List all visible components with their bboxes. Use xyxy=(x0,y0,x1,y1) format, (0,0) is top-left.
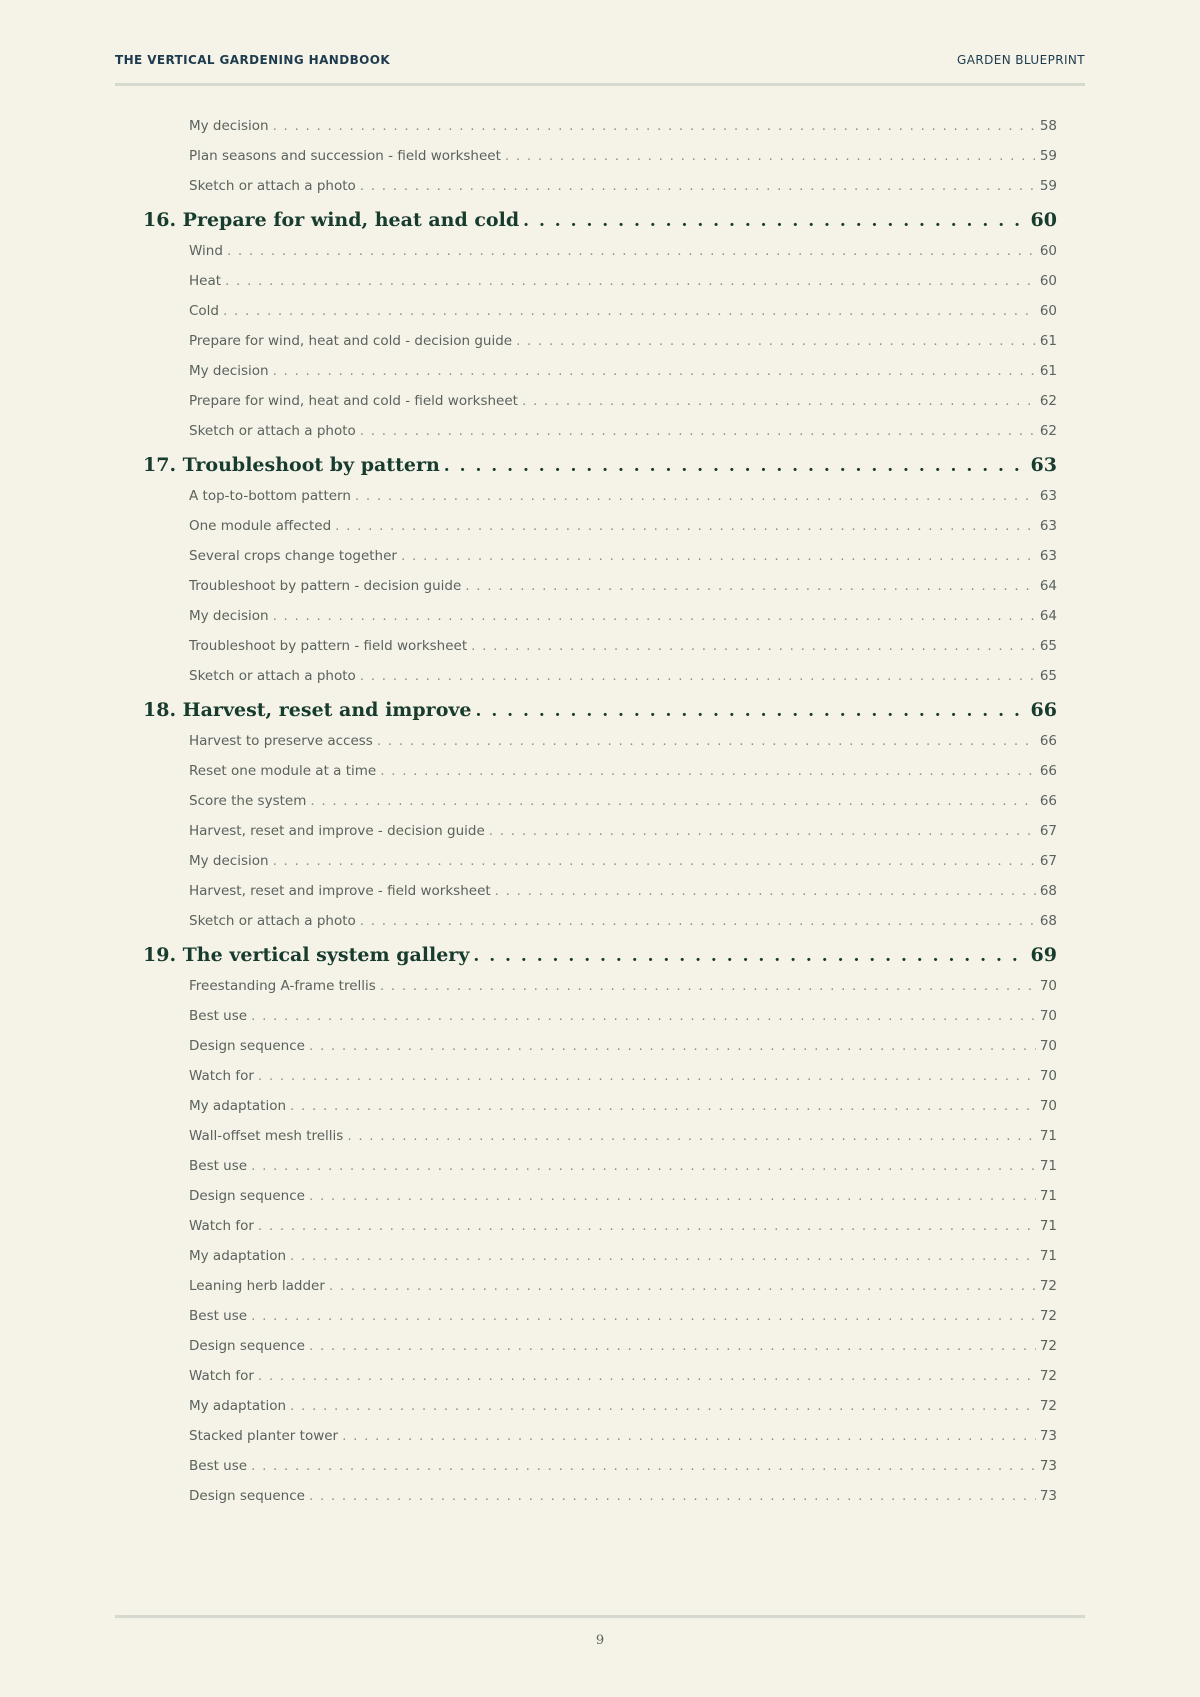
dot-leader xyxy=(505,148,1036,164)
toc-entry-title: Prepare for wind, heat and cold - field worksheet xyxy=(189,393,518,409)
toc-chapter-entry[interactable] xyxy=(143,944,1057,970)
toc-entry[interactable] xyxy=(189,1098,1057,1118)
dot-leader xyxy=(360,178,1036,194)
toc-entry-page-number: 63 xyxy=(1039,518,1057,534)
toc-chapter-title: 18. Harvest, reset and improve xyxy=(143,699,472,721)
toc-entry-title: Sketch or attach a photo xyxy=(189,178,356,194)
toc-entry[interactable] xyxy=(189,118,1057,138)
dot-leader xyxy=(342,1428,1036,1444)
toc-chapter-entry[interactable] xyxy=(143,209,1057,235)
toc-entry-page-number: 62 xyxy=(1039,393,1057,409)
toc-entry-page-number: 71 xyxy=(1039,1128,1057,1144)
toc-entry-title: Leaning herb ladder xyxy=(189,1278,325,1294)
toc-entry-title: Sketch or attach a photo xyxy=(189,423,356,439)
toc-entry-page-number: 60 xyxy=(1039,243,1057,259)
dot-leader xyxy=(227,243,1036,259)
toc-entry[interactable] xyxy=(189,1008,1057,1028)
toc-entry[interactable] xyxy=(189,303,1057,323)
toc-entry[interactable] xyxy=(189,1158,1057,1178)
toc-entry-title: Stacked planter tower xyxy=(189,1428,339,1444)
dot-leader xyxy=(309,1188,1036,1204)
dot-leader xyxy=(290,1098,1036,1114)
toc-entry-page-number: 70 xyxy=(1039,1008,1057,1024)
toc-entry-title: A top-to-bottom pattern xyxy=(189,488,351,504)
toc-entry[interactable] xyxy=(189,1338,1057,1358)
dot-leader xyxy=(310,793,1035,809)
toc-entry[interactable] xyxy=(189,1308,1057,1328)
toc-entry[interactable] xyxy=(189,1188,1057,1208)
toc-entry[interactable] xyxy=(189,243,1057,263)
toc-entry[interactable] xyxy=(189,1218,1057,1238)
toc-entry[interactable] xyxy=(189,668,1057,688)
toc-entry-page-number: 71 xyxy=(1039,1188,1057,1204)
toc-entry-page-number: 66 xyxy=(1039,763,1057,779)
dot-leader xyxy=(273,608,1036,624)
dot-leader xyxy=(251,1308,1036,1324)
dot-leader xyxy=(347,1128,1035,1144)
toc-entry-title: My decision xyxy=(189,118,269,134)
dot-leader xyxy=(471,638,1036,654)
toc-entry-title: Score the system xyxy=(189,793,307,809)
toc-entry-page-number: 59 xyxy=(1039,148,1057,164)
toc-entry-page-number: 72 xyxy=(1039,1308,1057,1324)
toc-entry-page-number: 64 xyxy=(1039,608,1057,624)
toc-entry-title: My adaptation xyxy=(189,1398,287,1414)
toc-entry[interactable] xyxy=(189,333,1057,353)
dot-leader xyxy=(380,763,1036,779)
dot-leader xyxy=(309,1338,1036,1354)
toc-entry-title: Sketch or attach a photo xyxy=(189,668,356,684)
toc-entry-page-number: 67 xyxy=(1039,823,1057,839)
toc-entry[interactable] xyxy=(189,763,1057,783)
toc-entry-title: Troubleshoot by pattern - field worksheet xyxy=(189,638,468,654)
footer-rule xyxy=(115,1615,1085,1618)
dot-leader xyxy=(273,363,1036,379)
toc-entry[interactable] xyxy=(189,608,1057,628)
dot-leader xyxy=(290,1398,1036,1414)
toc-entry-title: Sketch or attach a photo xyxy=(189,913,356,929)
book-title: THE VERTICAL GARDENING HANDBOOK xyxy=(115,53,391,67)
dot-leader xyxy=(258,1218,1036,1234)
toc-chapter-title: 17. Troubleshoot by pattern xyxy=(143,454,440,476)
toc-entry-title: Best use xyxy=(189,1008,248,1024)
toc-entry-title: Watch for xyxy=(189,1068,254,1084)
page-number: 9 xyxy=(595,1633,605,1648)
toc-entry-page-number: 72 xyxy=(1039,1338,1057,1354)
toc-entry[interactable] xyxy=(189,363,1057,383)
toc-entry-title: My decision xyxy=(189,853,269,869)
dot-leader xyxy=(251,1458,1036,1474)
toc-entry[interactable] xyxy=(189,1368,1057,1388)
toc-entry[interactable] xyxy=(189,1068,1057,1088)
toc-entry[interactable] xyxy=(189,883,1057,903)
toc-entry[interactable] xyxy=(189,423,1057,443)
toc-entry-page-number: 71 xyxy=(1039,1158,1057,1174)
dot-leader xyxy=(444,456,1027,476)
toc-entry[interactable] xyxy=(189,1128,1057,1148)
toc-entry[interactable] xyxy=(189,488,1057,508)
toc-entry-title: Watch for xyxy=(189,1368,254,1384)
dot-leader xyxy=(258,1368,1036,1384)
toc-entry[interactable] xyxy=(189,548,1057,568)
toc-chapter-title: 16. Prepare for wind, heat and cold xyxy=(143,209,520,231)
toc-entry-title: Watch for xyxy=(189,1218,254,1234)
dot-leader xyxy=(360,668,1036,684)
toc-entry-page-number: 65 xyxy=(1039,668,1057,684)
toc-entry[interactable] xyxy=(189,638,1057,658)
toc-entry-title: Wall-offset mesh trellis xyxy=(189,1128,344,1144)
toc-entry-title: Best use xyxy=(189,1308,248,1324)
toc-entry-title: Troubleshoot by pattern - decision guide xyxy=(189,578,462,594)
toc-entry[interactable] xyxy=(189,733,1057,753)
toc-entry-title: Design sequence xyxy=(189,1488,305,1504)
toc-entry-page-number: 66 xyxy=(1039,793,1057,809)
dot-leader xyxy=(360,423,1036,439)
dot-leader xyxy=(223,303,1036,319)
toc-entry-title: Harvest, reset and improve - field worksheet xyxy=(189,883,491,899)
section-title: GARDEN BLUEPRINT xyxy=(957,53,1085,67)
toc-entry-title: Harvest, reset and improve - decision guide xyxy=(189,823,485,839)
toc-entry-page-number: 68 xyxy=(1039,883,1057,899)
toc-entry-page-number: 73 xyxy=(1039,1488,1057,1504)
dot-leader xyxy=(523,211,1026,231)
toc-entry-page-number: 70 xyxy=(1039,1068,1057,1084)
toc-entry-page-number: 71 xyxy=(1039,1248,1057,1264)
toc-entry-title: Prepare for wind, heat and cold - decision guide xyxy=(189,333,513,349)
toc-entry[interactable] xyxy=(189,1038,1057,1058)
toc-entry[interactable] xyxy=(189,273,1057,293)
toc-entry-page-number: 58 xyxy=(1039,118,1057,134)
toc-chapter-entry[interactable] xyxy=(143,454,1057,480)
toc-chapter-page-number: 60 xyxy=(1030,209,1057,231)
dot-leader xyxy=(401,548,1036,564)
toc-entry-page-number: 61 xyxy=(1039,363,1057,379)
toc-entry-title: Plan seasons and succession - field worksheet xyxy=(189,148,501,164)
dot-leader xyxy=(225,273,1036,289)
toc-entry[interactable] xyxy=(189,1248,1057,1268)
dot-leader xyxy=(329,1278,1036,1294)
toc-entry-page-number: 70 xyxy=(1039,1098,1057,1114)
dot-leader xyxy=(465,578,1036,594)
toc-entry-page-number: 67 xyxy=(1039,853,1057,869)
toc-entry[interactable] xyxy=(189,913,1057,933)
toc-entry-title: Design sequence xyxy=(189,1338,305,1354)
toc-entry-page-number: 62 xyxy=(1039,423,1057,439)
toc-entry[interactable] xyxy=(189,823,1057,843)
toc-entry-page-number: 72 xyxy=(1039,1368,1057,1384)
toc-entry-page-number: 61 xyxy=(1039,333,1057,349)
toc-entry[interactable] xyxy=(189,978,1057,998)
toc-entry-page-number: 73 xyxy=(1039,1428,1057,1444)
toc-entry-title: My decision xyxy=(189,608,269,624)
toc-chapter-entry[interactable] xyxy=(143,699,1057,725)
toc-chapter-page-number: 69 xyxy=(1030,944,1057,966)
toc-entry-title: Freestanding A-frame trellis xyxy=(189,978,376,994)
toc-chapter-page-number: 66 xyxy=(1030,699,1057,721)
dot-leader xyxy=(258,1068,1036,1084)
toc-entry-page-number: 63 xyxy=(1039,488,1057,504)
toc-entry-page-number: 70 xyxy=(1039,1038,1057,1054)
toc-entry-page-number: 64 xyxy=(1039,578,1057,594)
dot-leader xyxy=(335,518,1036,534)
dot-leader xyxy=(377,733,1036,749)
toc-entry[interactable] xyxy=(189,1398,1057,1418)
toc-entry-page-number: 66 xyxy=(1039,733,1057,749)
toc-entry[interactable] xyxy=(189,518,1057,538)
dot-leader xyxy=(273,118,1036,134)
toc-entry-page-number: 73 xyxy=(1039,1458,1057,1474)
dot-leader xyxy=(360,913,1036,929)
toc-entry-page-number: 60 xyxy=(1039,303,1057,319)
dot-leader xyxy=(309,1038,1036,1054)
toc-entry[interactable] xyxy=(189,178,1057,198)
toc-entry-page-number: 60 xyxy=(1039,273,1057,289)
dot-leader xyxy=(273,853,1036,869)
toc-entry[interactable] xyxy=(189,793,1057,813)
toc-entry-page-number: 59 xyxy=(1039,178,1057,194)
dot-leader xyxy=(309,1488,1036,1504)
toc-entry[interactable] xyxy=(189,1458,1057,1478)
toc-entry-title: Several crops change together xyxy=(189,548,397,564)
toc-chapter-title: 19. The vertical system gallery xyxy=(143,944,470,966)
toc-entry-page-number: 68 xyxy=(1039,913,1057,929)
dot-leader xyxy=(251,1008,1036,1024)
toc-entry[interactable] xyxy=(189,853,1057,873)
toc-entry-title: My adaptation xyxy=(189,1098,287,1114)
dot-leader xyxy=(489,823,1036,839)
toc-entry-title: Best use xyxy=(189,1458,248,1474)
toc-entry-page-number: 72 xyxy=(1039,1398,1057,1414)
dot-leader xyxy=(473,946,1026,966)
dot-leader xyxy=(355,488,1036,504)
toc-entry-title: Reset one module at a time xyxy=(189,763,377,779)
toc-entry[interactable] xyxy=(189,148,1057,168)
dot-leader xyxy=(522,393,1036,409)
toc-entry-title: Wind xyxy=(189,243,223,259)
toc-entry-page-number: 71 xyxy=(1039,1218,1057,1234)
toc-chapter-page-number: 63 xyxy=(1030,454,1057,476)
toc-entry-title: Harvest to preserve access xyxy=(189,733,373,749)
toc-entry-title: Design sequence xyxy=(189,1188,305,1204)
dot-leader xyxy=(516,333,1036,349)
dot-leader xyxy=(476,701,1027,721)
toc-entry-page-number: 70 xyxy=(1039,978,1057,994)
dot-leader xyxy=(251,1158,1036,1174)
toc-entry-page-number: 72 xyxy=(1039,1278,1057,1294)
toc-entry-page-number: 65 xyxy=(1039,638,1057,654)
dot-leader xyxy=(290,1248,1036,1264)
dot-leader xyxy=(380,978,1036,994)
toc-entry-title: Heat xyxy=(189,273,222,289)
toc-entry-title: My adaptation xyxy=(189,1248,287,1264)
toc-entry-title: One module affected xyxy=(189,518,332,534)
dot-leader xyxy=(495,883,1036,899)
toc-entry[interactable] xyxy=(189,1488,1057,1508)
toc-entry-title: Cold xyxy=(189,303,220,319)
toc-entry-title: Design sequence xyxy=(189,1038,305,1054)
toc-entry-page-number: 63 xyxy=(1039,548,1057,564)
toc-entry[interactable] xyxy=(189,393,1057,413)
toc-entry[interactable] xyxy=(189,1278,1057,1298)
toc-entry-title: Best use xyxy=(189,1158,248,1174)
toc-entry-title: My decision xyxy=(189,363,269,379)
toc-entry[interactable] xyxy=(189,1428,1057,1448)
toc-entry[interactable] xyxy=(189,578,1057,598)
